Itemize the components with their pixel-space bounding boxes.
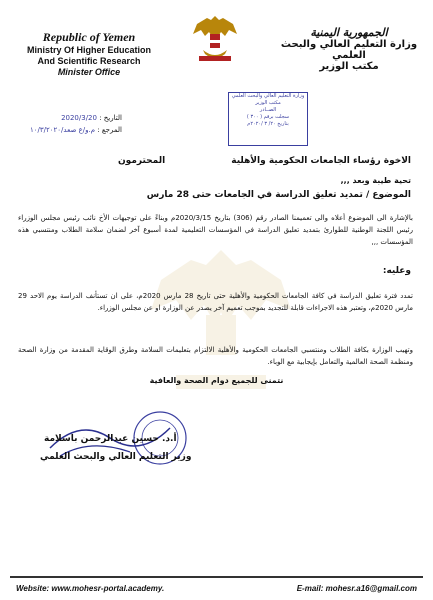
ref-label: المرجع : (97, 126, 122, 134)
ministry-name-en-1: Ministry Of Higher Education (26, 45, 151, 55)
closing-wish: نتمنى للجميع دوام الصحة والعافية (149, 376, 284, 385)
thus-heading: وعليه: (382, 266, 411, 276)
english-letterhead (14, 30, 164, 77)
arabic-letterhead (279, 26, 419, 72)
stamp-line-4: سجلت برقم ( ٣٠٠ ) (246, 114, 290, 120)
yemen-eagle-emblem-icon (189, 10, 241, 68)
stamp-line-1: وزارة التعليم العالي والبحث العلمي (231, 93, 305, 99)
footer-website: Website: www.mohesr-portal.academy. (16, 584, 165, 593)
addressee: الاخوة رؤساء الجامعات الحكومية والأهلية (231, 156, 411, 166)
ministry-name-en-2: And Scientific Research (37, 56, 141, 66)
greeting: تحية طيبة وبعد ,,, (340, 176, 411, 185)
subject-line: الموضوع / تمديد تعليق الدراسة في الجامعات حتى 28 مارس (146, 190, 411, 200)
stamp-line-5: بتاريخ ٢٠/ ٣ /٢٠٢٠م (247, 121, 289, 127)
footer-email: E-mail: mohesr.a16@gmail.com (296, 584, 417, 593)
country-name-en: Republic of Yemen (42, 30, 136, 44)
ministry-name-ar: وزارة التعليم العالي والبحث العلمي (280, 39, 418, 61)
body-paragraph-1: بالإشارة الى الموضوع أعلاه والى تعميمنا الصادر رقم (306) بتاريخ 2020/3/15م وبناءً على توجيهات الأخ نائب رئيس مجلس الوزراء رئيس اللجنة الوطنية للطوارئ بتمديد تعليق الدراسة في المؤسسات التعليمية لمدة أسبوع آخر لضمان سلامة الطلاب ومنتسبي هذه المؤسسات ,,, (18, 214, 413, 246)
signatory-title: وزير التعليم العالي والبحث العلمي (40, 452, 192, 462)
stamp-line-3: الصــادر (259, 107, 277, 113)
date-value: 2020/3/20 (61, 114, 97, 122)
addressee-respected: المحترمون (118, 156, 166, 166)
office-name-en: Minister Office (57, 67, 121, 77)
country-name-ar: الجمهورية اليمنية (310, 26, 388, 39)
registration-stamp (228, 92, 308, 146)
body-paragraph-3: وتهيب الوزارة بكافة الطلاب ومنتسبي الجامعات الحكومية والأهلية الالتزام بتعليمات السلامة وطرق الوقاية المقدمة من وزارة الصحة ومنظمة الصحة العالمية والتعامل بإيجابية مع الوباء. (18, 346, 413, 366)
signatory-name: أ.د. حسين عبدالرحمن باسلامة (44, 434, 177, 444)
date-label: التاريخ : (99, 114, 122, 122)
office-name-ar: مكتب الوزير (319, 61, 379, 72)
body-paragraph-2: تمدد فترة تعليق الدراسة في كافة الجامعات الحكومية والأهلية حتى تاريخ 28 مارس 2020م، على ان تستأنف الدراسة يوم الاحد 29 مارس 2020م، وتعتبر هذه الاجراءات قابلة للتجديد بموجب تعميم آخر يصدر عن الوزارة او عن مجلس الوزراء. (18, 292, 413, 312)
stamp-line-2: مكتب الوزير (255, 100, 281, 106)
date-reference-block (30, 112, 122, 136)
ref-value: م.و/ع صعد/١٠/٣/٢٠٢٠ (30, 126, 96, 134)
footer-divider (10, 576, 423, 578)
